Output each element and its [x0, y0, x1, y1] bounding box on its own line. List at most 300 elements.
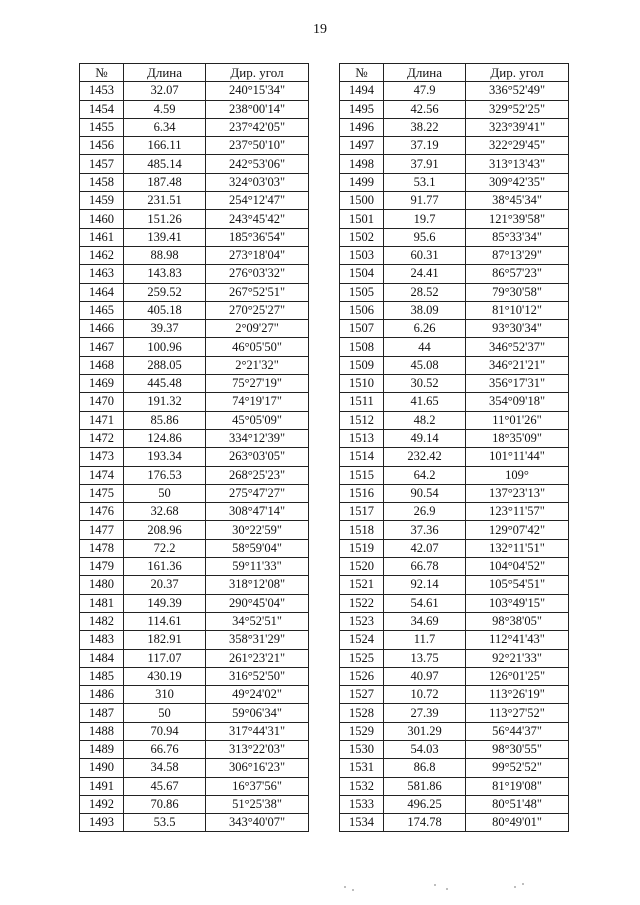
cell-length: 24.41: [384, 265, 466, 283]
cell-angle: 276°03'32": [206, 265, 309, 283]
cell-angle: 306°16'23": [206, 759, 309, 777]
cell-angle: 59°11'33": [206, 558, 309, 576]
scan-artifact: [338, 880, 538, 896]
cell-number: 1533: [340, 795, 384, 813]
table-row: [340, 411, 569, 429]
cell-number: 1490: [80, 759, 124, 777]
cell-angle: 121°39'58": [466, 210, 569, 228]
cell-number: 1518: [340, 521, 384, 539]
cell-number: 1495: [340, 100, 384, 118]
cell-number: 1528: [340, 704, 384, 722]
cell-length: 53.5: [124, 814, 206, 832]
cell-angle: 237°50'10": [206, 137, 309, 155]
cell-angle: 18°35'09": [466, 429, 569, 447]
cell-angle: 99°52'52": [466, 759, 569, 777]
cell-number: 1526: [340, 667, 384, 685]
cell-angle: 273°18'04": [206, 246, 309, 264]
cell-length: 50: [124, 484, 206, 502]
cell-length: 485.14: [124, 155, 206, 173]
survey-table-left: [79, 63, 309, 832]
table-row: [340, 503, 569, 521]
cell-length: 53.1: [384, 173, 466, 191]
cell-angle: 51°25'38": [206, 795, 309, 813]
cell-angle: 354°09'18": [466, 393, 569, 411]
cell-number: 1464: [80, 283, 124, 301]
table-row: [80, 265, 309, 283]
cell-angle: 329°52'25": [466, 100, 569, 118]
cell-number: 1521: [340, 576, 384, 594]
cell-length: 4.59: [124, 100, 206, 118]
table-row: [340, 118, 569, 136]
table-row: [80, 283, 309, 301]
cell-length: 91.77: [384, 192, 466, 210]
cell-number: 1514: [340, 448, 384, 466]
cell-number: 1463: [80, 265, 124, 283]
cell-angle: 45°05'09": [206, 411, 309, 429]
cell-number: 1505: [340, 283, 384, 301]
cell-length: 88.98: [124, 246, 206, 264]
cell-number: 1529: [340, 722, 384, 740]
cell-length: 161.36: [124, 558, 206, 576]
cell-angle: 261°23'21": [206, 649, 309, 667]
cell-length: 66.78: [384, 558, 466, 576]
table-row: [340, 356, 569, 374]
cell-angle: 92°21'33": [466, 649, 569, 667]
cell-angle: 56°44'37": [466, 722, 569, 740]
table-row: [80, 539, 309, 557]
table-row: [80, 759, 309, 777]
table-row: [340, 265, 569, 283]
cell-length: 13.75: [384, 649, 466, 667]
cell-number: 1493: [80, 814, 124, 832]
table-header-row: [80, 64, 309, 82]
cell-length: 85.86: [124, 411, 206, 429]
table-row: [340, 558, 569, 576]
table-row: [80, 686, 309, 704]
cell-angle: 334°12'39": [206, 429, 309, 447]
cell-length: 66.76: [124, 740, 206, 758]
table-row: [340, 740, 569, 758]
cell-number: 1468: [80, 356, 124, 374]
cell-number: 1476: [80, 503, 124, 521]
cell-number: 1460: [80, 210, 124, 228]
cell-angle: 101°11'44": [466, 448, 569, 466]
cell-angle: 129°07'42": [466, 521, 569, 539]
cell-angle: 346°21'21": [466, 356, 569, 374]
cell-angle: 81°10'12": [466, 301, 569, 319]
cell-angle: 254°12'47": [206, 192, 309, 210]
cell-length: 182.91: [124, 631, 206, 649]
cell-number: 1465: [80, 301, 124, 319]
table-row: [80, 228, 309, 246]
cell-angle: 313°13'43": [466, 155, 569, 173]
column-header-number: №: [80, 64, 124, 82]
cell-number: 1453: [80, 82, 124, 100]
cell-angle: 185°36'54": [206, 228, 309, 246]
cell-angle: 105°54'51": [466, 576, 569, 594]
table-row: [80, 393, 309, 411]
table-row: [80, 192, 309, 210]
table-row: [340, 173, 569, 191]
cell-number: 1532: [340, 777, 384, 795]
cell-angle: 2°21'32": [206, 356, 309, 374]
cell-angle: 243°45'42": [206, 210, 309, 228]
cell-angle: 38°45'34": [466, 192, 569, 210]
cell-number: 1520: [340, 558, 384, 576]
cell-length: 45.08: [384, 356, 466, 374]
cell-angle: 323°39'41": [466, 118, 569, 136]
cell-angle: 74°19'17": [206, 393, 309, 411]
table-row: [340, 228, 569, 246]
table-row: [80, 814, 309, 832]
cell-length: 6.26: [384, 320, 466, 338]
cell-angle: 290°45'04": [206, 594, 309, 612]
table-row: [80, 631, 309, 649]
cell-number: 1469: [80, 375, 124, 393]
cell-length: 54.61: [384, 594, 466, 612]
cell-angle: 267°52'51": [206, 283, 309, 301]
table-row: [80, 667, 309, 685]
cell-length: 64.2: [384, 466, 466, 484]
cell-length: 49.14: [384, 429, 466, 447]
table-row: [340, 466, 569, 484]
cell-angle: 80°51'48": [466, 795, 569, 813]
cell-angle: 356°17'31": [466, 375, 569, 393]
cell-angle: 346°52'37": [466, 338, 569, 356]
cell-number: 1515: [340, 466, 384, 484]
table-row: [340, 612, 569, 630]
table-row: [80, 320, 309, 338]
cell-length: 124.86: [124, 429, 206, 447]
cell-angle: 123°11'57": [466, 503, 569, 521]
survey-table-left-body: [80, 82, 309, 832]
table-row: [340, 667, 569, 685]
cell-angle: 79°30'58": [466, 283, 569, 301]
cell-number: 1507: [340, 320, 384, 338]
cell-number: 1530: [340, 740, 384, 758]
cell-length: 581.86: [384, 777, 466, 795]
table-row: [80, 521, 309, 539]
cell-number: 1534: [340, 814, 384, 832]
cell-length: 86.8: [384, 759, 466, 777]
table-row: [340, 521, 569, 539]
table-row: [80, 301, 309, 319]
cell-length: 187.48: [124, 173, 206, 191]
cell-angle: 309°42'35": [466, 173, 569, 191]
table-row: [80, 338, 309, 356]
cell-length: 42.07: [384, 539, 466, 557]
table-row: [340, 649, 569, 667]
table-row: [80, 155, 309, 173]
table-row: [80, 466, 309, 484]
cell-number: 1531: [340, 759, 384, 777]
table-row: [80, 740, 309, 758]
cell-length: 151.26: [124, 210, 206, 228]
cell-length: 310: [124, 686, 206, 704]
table-row: [80, 612, 309, 630]
table-row: [340, 759, 569, 777]
cell-length: 34.69: [384, 612, 466, 630]
cell-length: 288.05: [124, 356, 206, 374]
cell-number: 1504: [340, 265, 384, 283]
cell-number: 1491: [80, 777, 124, 795]
cell-length: 174.78: [384, 814, 466, 832]
cell-length: 38.22: [384, 118, 466, 136]
table-row: [340, 576, 569, 594]
cell-length: 445.48: [124, 375, 206, 393]
table-row: [340, 484, 569, 502]
cell-length: 28.52: [384, 283, 466, 301]
cell-number: 1525: [340, 649, 384, 667]
cell-angle: 237°42'05": [206, 118, 309, 136]
cell-angle: 316°52'50": [206, 667, 309, 685]
cell-length: 10.72: [384, 686, 466, 704]
cell-length: 32.68: [124, 503, 206, 521]
cell-length: 90.54: [384, 484, 466, 502]
cell-angle: 86°57'23": [466, 265, 569, 283]
cell-angle: 113°27'52": [466, 704, 569, 722]
table-row: [340, 210, 569, 228]
cell-angle: 98°38'05": [466, 612, 569, 630]
cell-length: 301.29: [384, 722, 466, 740]
cell-number: 1484: [80, 649, 124, 667]
cell-number: 1457: [80, 155, 124, 173]
cell-number: 1509: [340, 356, 384, 374]
cell-length: 27.39: [384, 704, 466, 722]
table-row: [80, 594, 309, 612]
cell-angle: 93°30'34": [466, 320, 569, 338]
cell-number: 1497: [340, 137, 384, 155]
cell-number: 1479: [80, 558, 124, 576]
cell-length: 60.31: [384, 246, 466, 264]
cell-number: 1510: [340, 375, 384, 393]
cell-angle: 137°23'13": [466, 484, 569, 502]
table-row: [340, 448, 569, 466]
cell-length: 19.7: [384, 210, 466, 228]
cell-number: 1483: [80, 631, 124, 649]
cell-angle: 49°24'02": [206, 686, 309, 704]
cell-length: 149.39: [124, 594, 206, 612]
cell-angle: 16°37'56": [206, 777, 309, 795]
table-row: [80, 356, 309, 374]
cell-number: 1494: [340, 82, 384, 100]
cell-number: 1506: [340, 301, 384, 319]
table-row: [80, 118, 309, 136]
table-row: [340, 539, 569, 557]
cell-number: 1461: [80, 228, 124, 246]
table-row: [340, 283, 569, 301]
cell-angle: 322°29'45": [466, 137, 569, 155]
cell-number: 1522: [340, 594, 384, 612]
cell-angle: 109°: [466, 466, 569, 484]
table-row: [340, 82, 569, 100]
cell-number: 1502: [340, 228, 384, 246]
cell-number: 1458: [80, 173, 124, 191]
cell-length: 191.32: [124, 393, 206, 411]
table-row: [80, 448, 309, 466]
cell-length: 72.2: [124, 539, 206, 557]
cell-number: 1512: [340, 411, 384, 429]
cell-length: 208.96: [124, 521, 206, 539]
table-row: [80, 704, 309, 722]
cell-number: 1501: [340, 210, 384, 228]
cell-angle: 343°40'07": [206, 814, 309, 832]
cell-length: 114.61: [124, 612, 206, 630]
table-row: [340, 722, 569, 740]
cell-number: 1462: [80, 246, 124, 264]
cell-angle: 268°25'23": [206, 466, 309, 484]
cell-angle: 318°12'08": [206, 576, 309, 594]
cell-number: 1523: [340, 612, 384, 630]
column-header-number: №: [340, 64, 384, 82]
cell-number: 1498: [340, 155, 384, 173]
column-header-length: Длина: [384, 64, 466, 82]
cell-number: 1489: [80, 740, 124, 758]
table-row: [80, 649, 309, 667]
column-header-angle: Дир. угол: [466, 64, 569, 82]
table-row: [340, 686, 569, 704]
cell-number: 1477: [80, 521, 124, 539]
cell-length: 231.51: [124, 192, 206, 210]
cell-length: 70.94: [124, 722, 206, 740]
cell-length: 430.19: [124, 667, 206, 685]
cell-number: 1466: [80, 320, 124, 338]
cell-number: 1467: [80, 338, 124, 356]
table-row: [340, 155, 569, 173]
cell-length: 176.53: [124, 466, 206, 484]
cell-number: 1474: [80, 466, 124, 484]
cell-number: 1499: [340, 173, 384, 191]
cell-length: 20.37: [124, 576, 206, 594]
cell-number: 1454: [80, 100, 124, 118]
cell-length: 37.36: [384, 521, 466, 539]
cell-number: 1503: [340, 246, 384, 264]
cell-angle: 275°47'27": [206, 484, 309, 502]
table-row: [80, 375, 309, 393]
table-row: [80, 484, 309, 502]
cell-number: 1475: [80, 484, 124, 502]
cell-angle: 2°09'27": [206, 320, 309, 338]
cell-angle: 81°19'08": [466, 777, 569, 795]
table-row: [80, 137, 309, 155]
cell-number: 1517: [340, 503, 384, 521]
table-row: [80, 576, 309, 594]
cell-number: 1488: [80, 722, 124, 740]
cell-length: 100.96: [124, 338, 206, 356]
cell-angle: 103°49'15": [466, 594, 569, 612]
cell-angle: 270°25'27": [206, 301, 309, 319]
cell-angle: 75°27'19": [206, 375, 309, 393]
cell-angle: 112°41'43": [466, 631, 569, 649]
cell-number: 1527: [340, 686, 384, 704]
cell-number: 1519: [340, 539, 384, 557]
cell-angle: 58°59'04": [206, 539, 309, 557]
table-row: [80, 429, 309, 447]
cell-angle: 104°04'52": [466, 558, 569, 576]
cell-length: 139.41: [124, 228, 206, 246]
cell-length: 11.7: [384, 631, 466, 649]
cell-length: 405.18: [124, 301, 206, 319]
cell-angle: 98°30'55": [466, 740, 569, 758]
table-row: [340, 192, 569, 210]
cell-length: 70.86: [124, 795, 206, 813]
cell-angle: 11°01'26": [466, 411, 569, 429]
cell-number: 1480: [80, 576, 124, 594]
table-row: [80, 795, 309, 813]
table-row: [340, 338, 569, 356]
table-row: [340, 631, 569, 649]
cell-angle: 30°22'59": [206, 521, 309, 539]
cell-number: 1481: [80, 594, 124, 612]
cell-number: 1524: [340, 631, 384, 649]
cell-length: 47.9: [384, 82, 466, 100]
cell-length: 95.6: [384, 228, 466, 246]
cell-length: 259.52: [124, 283, 206, 301]
table-row: [340, 375, 569, 393]
cell-number: 1470: [80, 393, 124, 411]
table-row: [80, 173, 309, 191]
cell-length: 37.91: [384, 155, 466, 173]
table-row: [340, 795, 569, 813]
cell-angle: 132°11'51": [466, 539, 569, 557]
survey-table-right-body: [340, 82, 569, 832]
cell-angle: 324°03'03": [206, 173, 309, 191]
cell-number: 1487: [80, 704, 124, 722]
cell-length: 42.56: [384, 100, 466, 118]
table-row: [340, 393, 569, 411]
cell-angle: 263°03'05": [206, 448, 309, 466]
cell-angle: 126°01'25": [466, 667, 569, 685]
table-row: [80, 558, 309, 576]
cell-angle: 308°47'14": [206, 503, 309, 521]
cell-length: 45.67: [124, 777, 206, 795]
table-row: [80, 210, 309, 228]
cell-angle: 34°52'51": [206, 612, 309, 630]
page-number: 19: [313, 22, 327, 37]
cell-length: 166.11: [124, 137, 206, 155]
table-row: [340, 320, 569, 338]
cell-number: 1485: [80, 667, 124, 685]
cell-length: 41.65: [384, 393, 466, 411]
cell-length: 50: [124, 704, 206, 722]
table-row: [80, 503, 309, 521]
cell-angle: 242°53'06": [206, 155, 309, 173]
cell-number: 1482: [80, 612, 124, 630]
column-header-angle: Дир. угол: [206, 64, 309, 82]
table-row: [340, 594, 569, 612]
table-row: [340, 777, 569, 795]
table-row: [80, 100, 309, 118]
cell-number: 1473: [80, 448, 124, 466]
cell-length: 117.07: [124, 649, 206, 667]
cell-number: 1492: [80, 795, 124, 813]
cell-number: 1516: [340, 484, 384, 502]
cell-length: 6.34: [124, 118, 206, 136]
cell-angle: 336°52'49": [466, 82, 569, 100]
cell-number: 1459: [80, 192, 124, 210]
table-row: [340, 137, 569, 155]
cell-number: 1486: [80, 686, 124, 704]
cell-angle: 317°44'31": [206, 722, 309, 740]
table-row: [340, 704, 569, 722]
cell-number: 1496: [340, 118, 384, 136]
survey-table-right: [339, 63, 569, 832]
table-row: [80, 777, 309, 795]
cell-length: 37.19: [384, 137, 466, 155]
cell-number: 1508: [340, 338, 384, 356]
table-row: [340, 301, 569, 319]
cell-number: 1513: [340, 429, 384, 447]
